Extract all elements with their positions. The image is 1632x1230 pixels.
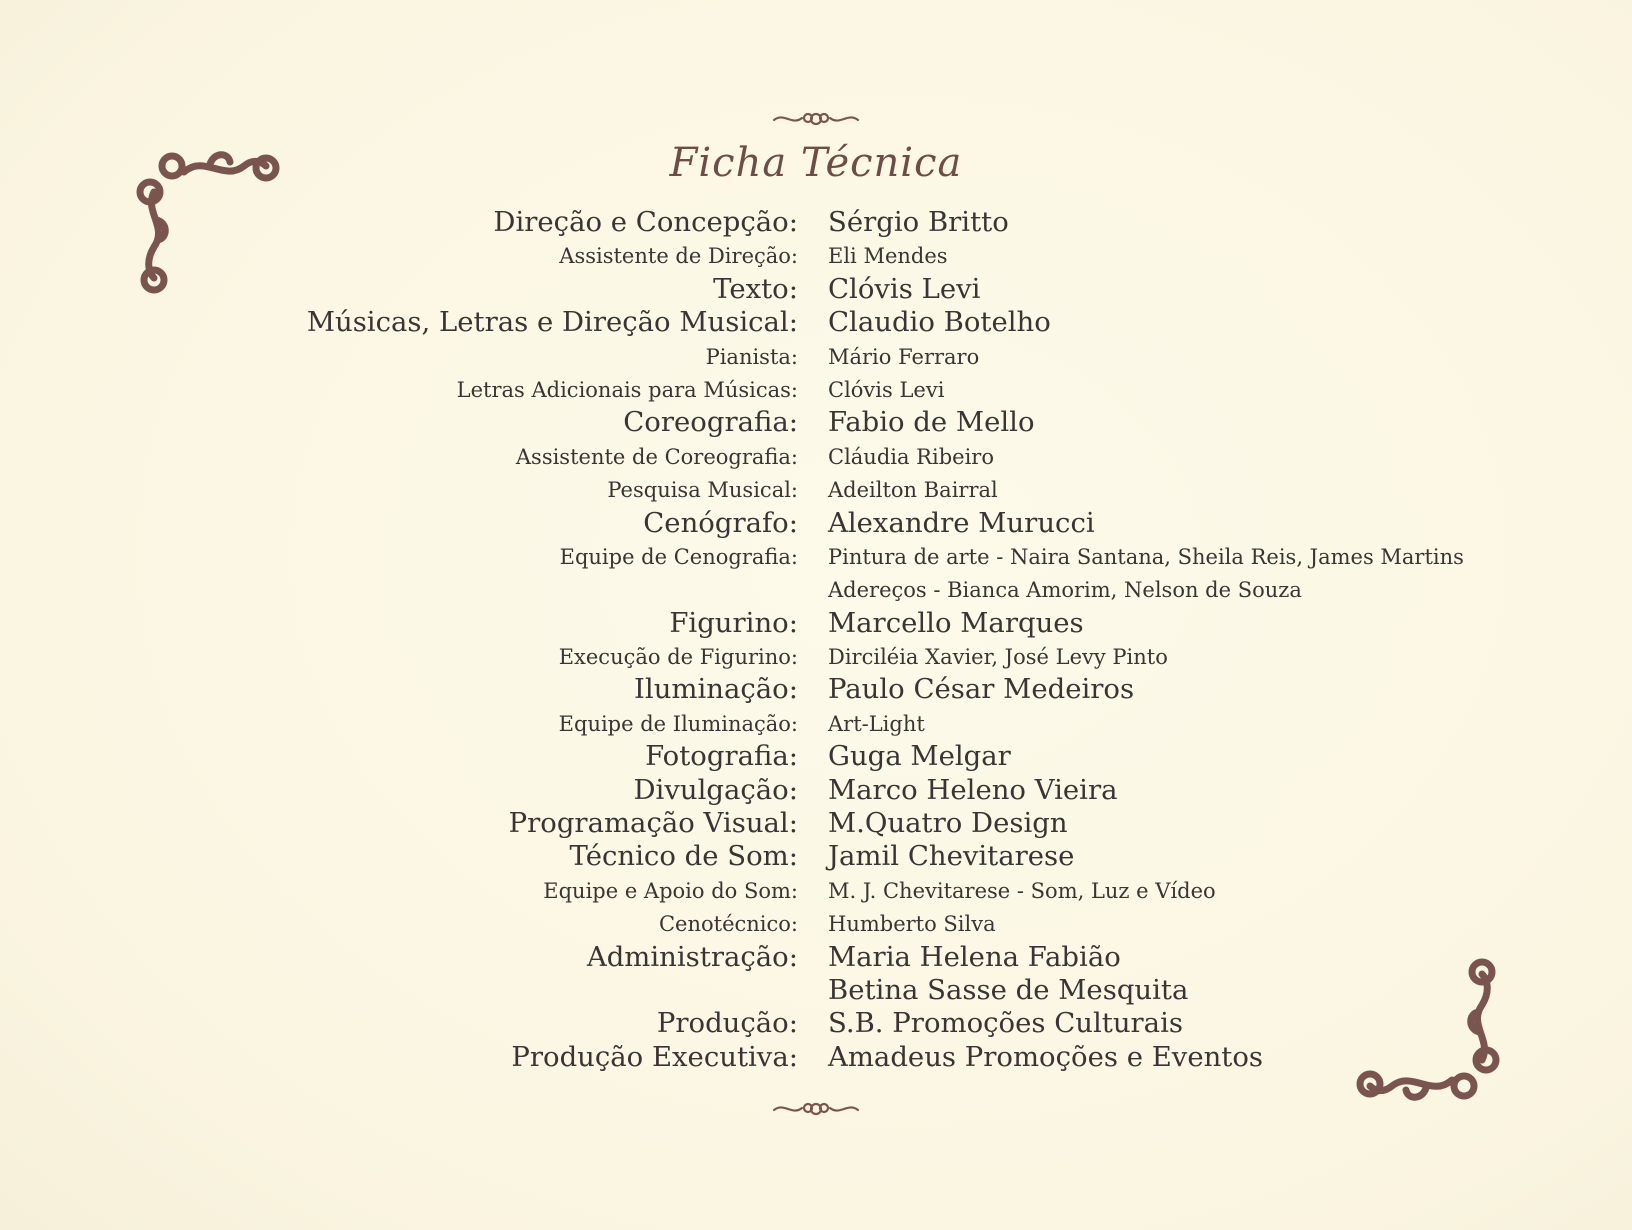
credit-row xyxy=(0,840,1632,873)
credit-name: Mário Ferraro xyxy=(828,344,980,369)
credit-role: Coreografia: xyxy=(623,406,798,439)
credit-name: Dirciléia Xavier, José Levy Pinto xyxy=(828,645,1168,670)
credit-role: Pianista: xyxy=(705,344,798,369)
credit-role: Equipe de Cenografia: xyxy=(559,544,798,569)
credit-row xyxy=(0,974,1632,1007)
credit-row xyxy=(0,573,1632,606)
credit-role: Fotografia: xyxy=(645,740,798,773)
credit-role: Cenógrafo: xyxy=(643,506,798,539)
credit-name: Guga Melgar xyxy=(828,740,1011,773)
credit-name: Clóvis Levi xyxy=(828,377,945,402)
credit-name: Eli Mendes xyxy=(828,244,948,269)
credit-role: Programação Visual: xyxy=(508,807,798,840)
credit-name: Humberto Silva xyxy=(828,912,996,937)
credit-role: Técnico de Som: xyxy=(569,840,798,873)
credit-name: M.Quatro Design xyxy=(828,807,1068,840)
credit-row xyxy=(0,607,1632,640)
credit-role: Execução de Figurino: xyxy=(558,645,798,670)
credit-row xyxy=(0,907,1632,940)
credit-row xyxy=(0,941,1632,974)
credit-name: Marco Heleno Vieira xyxy=(828,773,1118,806)
page-title: Ficha Técnica xyxy=(669,140,963,186)
credit-row xyxy=(0,1041,1632,1074)
credit-role: Administração: xyxy=(586,940,798,973)
credit-name: Fabio de Mello xyxy=(828,406,1035,439)
credit-role: Iluminação: xyxy=(634,673,798,706)
credit-role: Letras Adicionais para Músicas: xyxy=(456,377,798,402)
credit-row xyxy=(0,507,1632,540)
credit-row xyxy=(0,473,1632,506)
credit-role: Assistente de Direção: xyxy=(559,244,798,269)
credit-row xyxy=(0,874,1632,907)
credit-role: Divulgação: xyxy=(633,773,798,806)
credit-role: Figurino: xyxy=(669,606,798,639)
credit-row xyxy=(0,540,1632,573)
credit-row xyxy=(0,273,1632,306)
credit-name: Cláudia Ribeiro xyxy=(828,444,994,469)
credit-role: Cenotécnico: xyxy=(658,912,798,937)
credit-name: Sérgio Britto xyxy=(828,206,1009,238)
credit-name: Amadeus Promoções e Eventos xyxy=(828,1040,1264,1073)
credit-role: Assistente de Coreografia: xyxy=(515,444,798,469)
credit-name: Jamil Chevitarese xyxy=(828,840,1075,873)
credit-role: Pesquisa Musical: xyxy=(607,478,798,503)
credit-row xyxy=(0,740,1632,773)
credit-name: Paulo César Medeiros xyxy=(828,673,1135,706)
credit-name: Pintura de arte - Naira Santana, Sheila Reis, James Martins xyxy=(828,544,1464,569)
credit-name: Alexandre Murucci xyxy=(828,506,1095,539)
credit-row xyxy=(0,206,1632,239)
credit-role: Equipe de Iluminação: xyxy=(558,711,798,736)
credit-name: Adeilton Bairral xyxy=(828,478,998,503)
credit-role: Músicas, Letras e Direção Musical: xyxy=(306,306,798,339)
credit-row xyxy=(0,640,1632,673)
credit-name: M. J. Chevitarese - Som, Luz e Vídeo xyxy=(828,878,1216,903)
credit-row xyxy=(0,1007,1632,1040)
credit-row xyxy=(0,774,1632,807)
credits-list xyxy=(0,206,1632,1074)
credit-name: Adereços - Bianca Amorim, Nelson de Souza xyxy=(828,578,1302,603)
credit-row xyxy=(0,707,1632,740)
credit-row xyxy=(0,239,1632,272)
credit-name: Marcello Marques xyxy=(828,606,1084,639)
credit-role: Equipe e Apoio do Som: xyxy=(543,878,798,903)
credit-role: Produção: xyxy=(656,1007,798,1040)
credit-name: S.B. Promoções Culturais xyxy=(828,1007,1183,1040)
credit-name: Maria Helena Fabião xyxy=(828,940,1121,973)
credit-row xyxy=(0,807,1632,840)
credit-name: Clóvis Levi xyxy=(828,272,981,305)
credit-name: Betina Sasse de Mesquita xyxy=(828,973,1189,1006)
credit-name: Claudio Botelho xyxy=(828,306,1051,339)
credit-row xyxy=(0,406,1632,439)
credit-row xyxy=(0,340,1632,373)
credit-role: Texto: xyxy=(713,272,798,305)
credit-row xyxy=(0,306,1632,339)
credit-role: Produção Executiva: xyxy=(511,1040,798,1073)
credit-role: Direção e Concepção: xyxy=(493,206,798,238)
credit-row xyxy=(0,440,1632,473)
flourish-bottom-icon xyxy=(770,1098,862,1120)
credit-row xyxy=(0,373,1632,406)
flourish-top-icon xyxy=(770,108,862,130)
credit-name: Art-Light xyxy=(828,711,925,736)
credit-row xyxy=(0,673,1632,706)
